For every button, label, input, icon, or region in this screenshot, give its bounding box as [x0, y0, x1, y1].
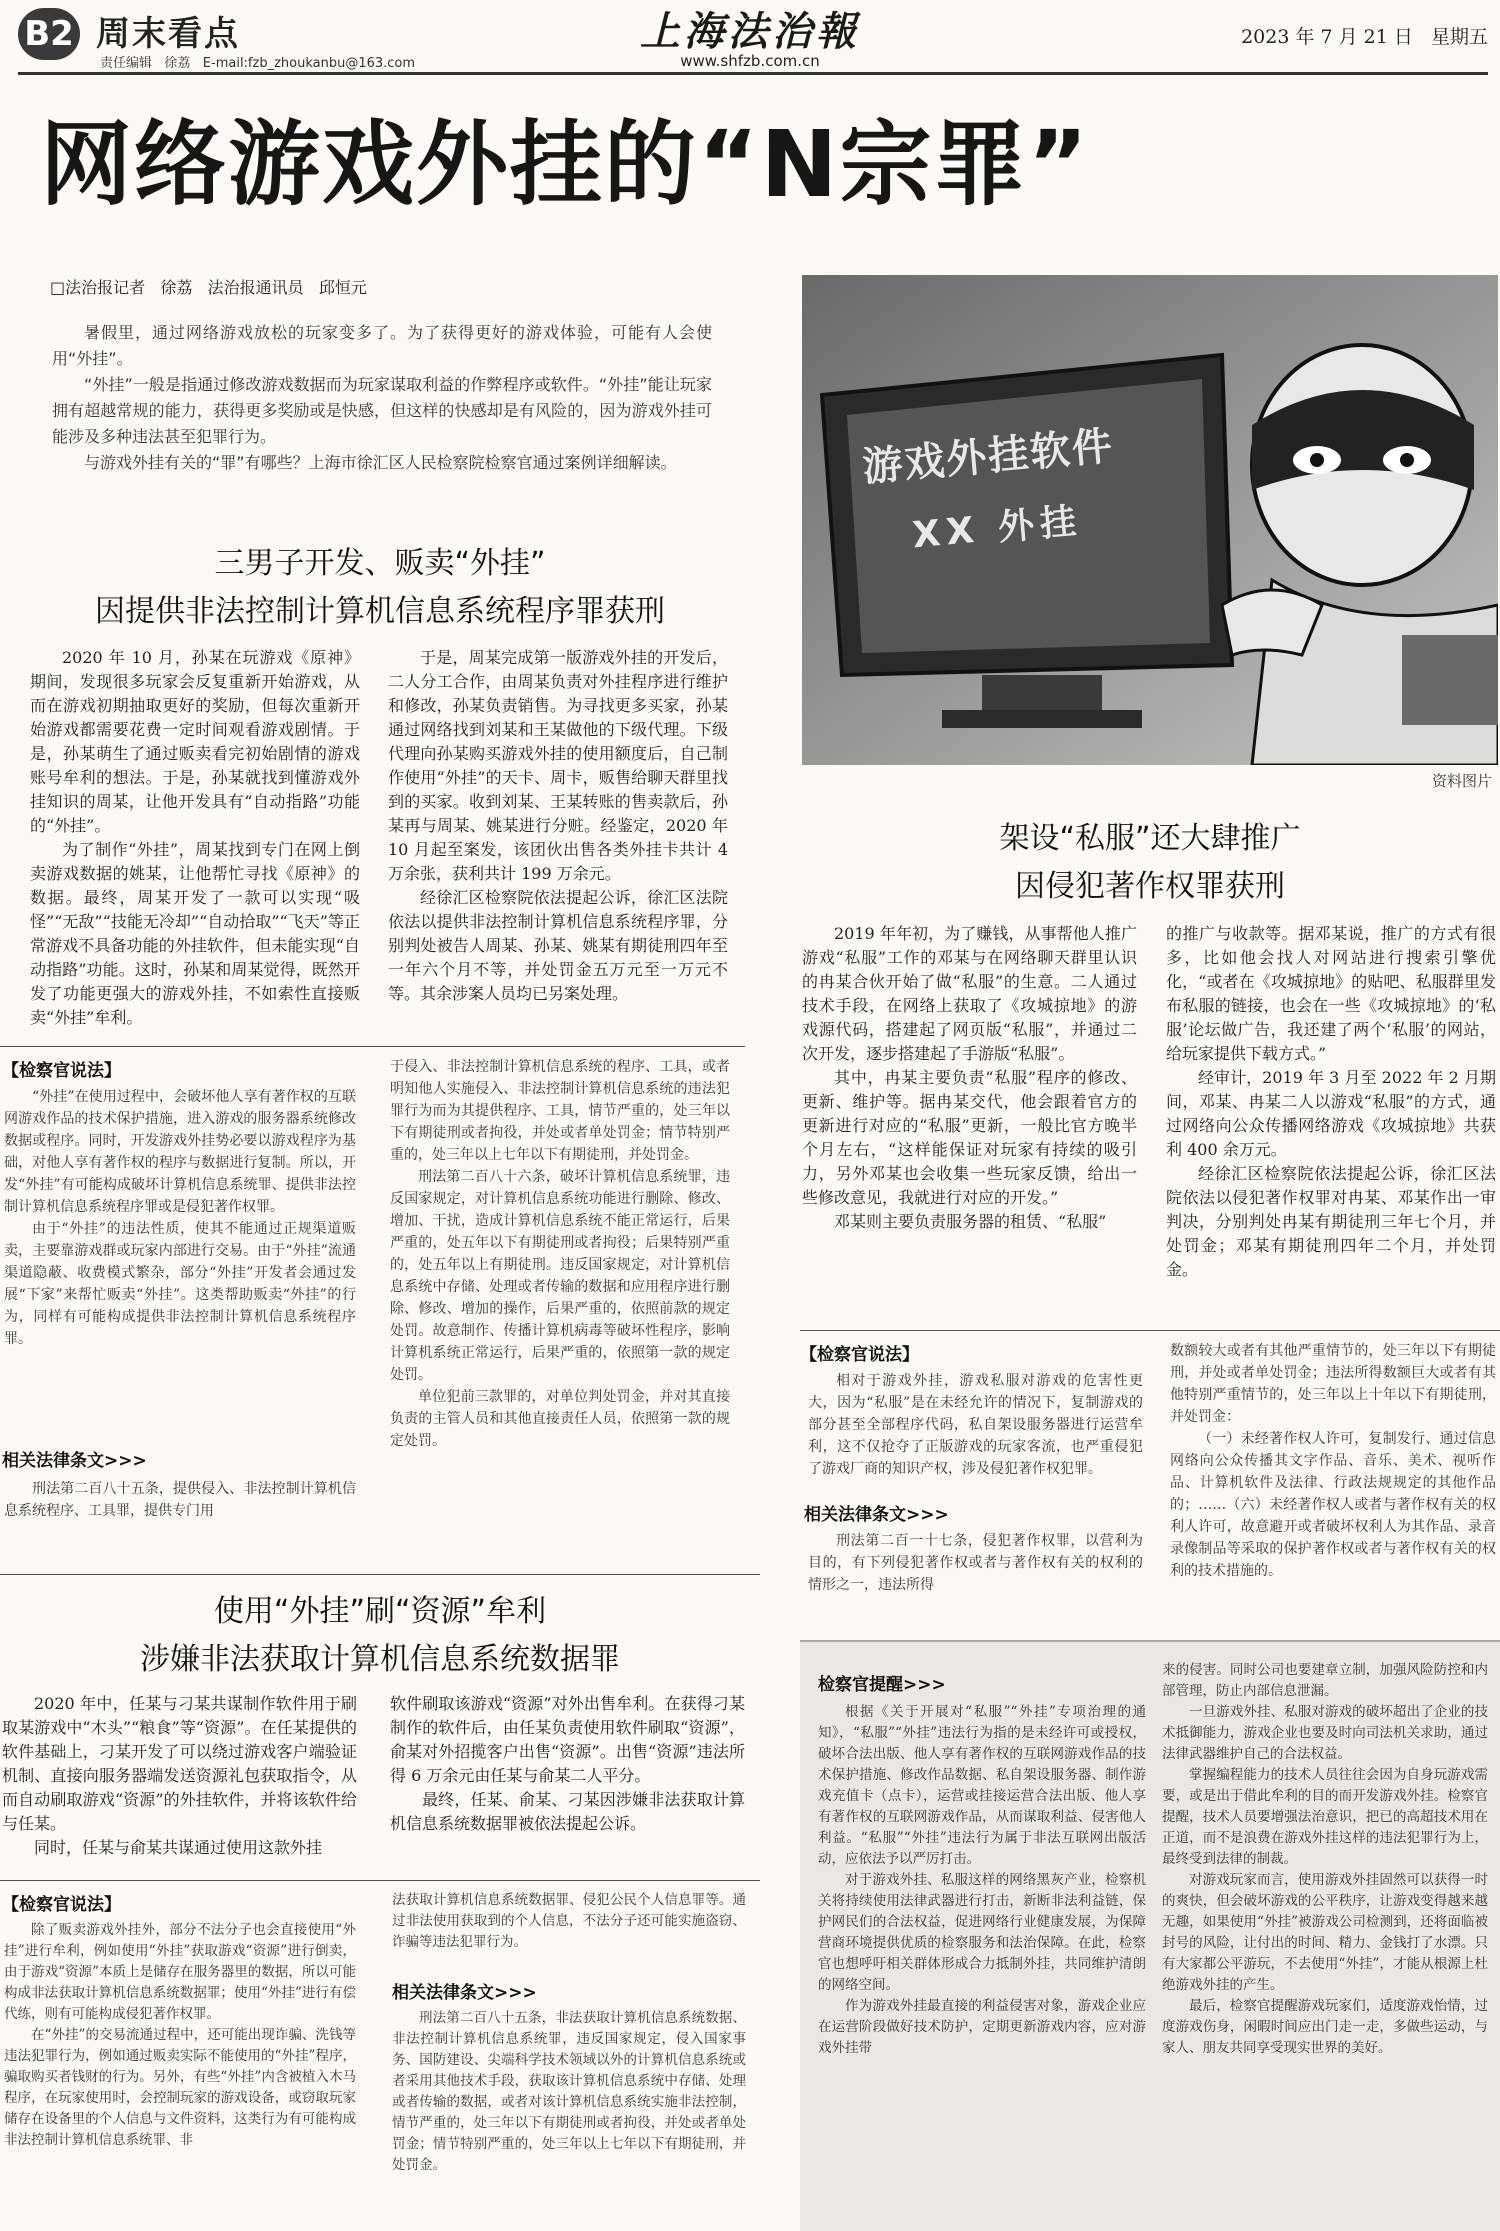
case3-law-paragraph: 刑法第二百八十五条，非法获取计算机信息系统数据、非法控制计算机信息系统罪，违反国家规定，侵入国家事务、国防建设、尖端科学技术领域以外的计算机信息系统或者采用其他技术手段，获取该计算机信息系统中存储、处理或者传输的数据，或者对该计算机信息系统实施非法控制，情节严重的，处三年以下有期徒刑或者拘役，并处或者单处罚金；情节特别严重的，处三年以上七年以下有期徒刑，并处罚金。	[392, 2010, 746, 2173]
reminder-label: 检察官提醒>>>	[818, 1675, 946, 1695]
case2-prosecutor-text	[808, 1370, 1143, 1480]
case1-paragraph: 于是，周某完成第一版游戏外挂的开发后，二人分工合作，由周某负责对外挂程序进行维护和修改，孙某负责销售。为寻找更多买家，孙某通过网络找到刘某和王某做他的下级代理。下级代理向孙某购买游戏外挂的使用额度后，自己制作使用“外挂”的天卡、周卡，贩售给聊天群里找到的买家。收到刘某、王某转账的售卖款后，孙某再与周某、姚某进行分赃。经鉴定，2020 年 10 月起至案发，该团伙出售各类外挂卡共计 4 万余张，获利共计 199 万余元。	[388, 648, 728, 883]
hacker-illustration	[802, 275, 1498, 765]
case2-paragraph: 邓某则主要负责服务器的租赁、“私服”	[834, 1212, 1107, 1231]
case1-law-paragraph: 于侵入、非法控制计算机信息系统的程序、工具，或者明知他人实施侵入、非法控制计算机信息系统的违法犯罪行为而为其提供程序、工具，情节严重的，处三年以下有期徒刑或者拘役，并处或者单处罚金；情节特别严重的，处三年以上七年以下有期徒刑，并处罚金。	[390, 1059, 730, 1163]
case1-title	[30, 540, 730, 636]
case2-law-paragraph: 刑法第二百一十七条，侵犯著作权罪，以营利为目的，有下列侵犯著作权或者与著作权有关的权利的情形之一，违法所得	[808, 1533, 1143, 1593]
case2-title	[800, 815, 1500, 911]
case1-law-text-left	[4, 1478, 356, 1522]
case1-paragraph: 经徐汇区检察院依法提起公诉，徐汇区法院依法以提供非法控制计算机信息系统程序罪，分别判处被告人周某、孙某、姚某有期徒刑四年至一年六个月不等，并处罚金五万元至一万元不等。其余涉案人员均已另案处理。	[388, 888, 728, 1003]
reminder-paragraph: 一旦游戏外挂、私服对游戏的破坏超出了企业的技术抵御能力，游戏企业也要及时向司法机关求助，通过法律武器维护自己的合法权益。	[1162, 1704, 1488, 1762]
case1-paragraph: 2020 年 10 月，孙某在玩游戏《原神》期间，发现很多玩家会反复重新开始游戏，从而在游戏初期抽取更好的奖励，但每次重新开始游戏都需要花费一定时间观看游戏剧情。于是，孙某萌生了通过贩卖看完初始剧情的游戏账号牟利的想法。于是，孙某就找到懂游戏外挂知识的周某，让他开发具有“自动指路”功能的“外挂”。	[30, 648, 360, 835]
illustration	[802, 275, 1498, 765]
case2-paragraph: 2019 年年初，为了赚钱，从事帮他人推广游戏“私服”工作的邓某与在网络聊天群里认识的冉某合伙开始了做“私服”的生意。二人通过技术手段，在网络上获取了《攻城掠地》的游戏源代码，搭建起了网页版“私服”，并通过二次开发，逐步搭建起了手游版“私服”。	[802, 924, 1137, 1063]
reminder-paragraph: 掌握编程能力的技术人员往往会因为自身玩游戏需要，或是出于借此牟利的目的而开发游戏外挂。检察官提醒，技术人员要增强法治意识，把已的高超技术用在正道，而不是浪费在游戏外挂这样的违法犯罪行为上，最终受到法律的制裁。	[1162, 1767, 1488, 1867]
case2-title-line1: 架设“私服”还大肆推广	[999, 821, 1301, 856]
page-header	[0, 0, 1500, 70]
masthead: 上海法治報	[640, 8, 860, 55]
reminder-paragraph: 作为游戏外挂最直接的利益侵害对象，游戏企业应在运营阶段做好技术防护，定期更新游戏内容，应对游戏外挂带	[818, 1998, 1146, 2056]
case1-prosecutor-paragraph: “外挂”在使用过程中，会破坏他人享有著作权的互联网游戏作品的技术保护措施，进入游戏的服务器系统修改数据或程序。同时，开发游戏外挂势必要以游戏程序为基础，对他人享有著作权的程序与数据进行复制。所以，开发“外挂”有可能构成破坏计算机信息系统罪、提供非法控制计算机信息系统程序罪或是侵犯著作权罪。	[4, 1089, 356, 1215]
case3-title-line2: 涉嫌非法获取计算机信息系统数据罪	[140, 1642, 620, 1677]
byline: □法治报记者 徐荔 法治报通讯员 邱恒元	[50, 278, 367, 297]
case2-paragraph: 经审计，2019 年 3 月至 2022 年 2 月期间，邓某、冉某二人以游戏“私服”的方式，通过网络向公众传播网络游戏《攻城掠地》共获利 400 余万元。	[1166, 1068, 1496, 1159]
intro	[52, 320, 712, 476]
case3-column1	[2, 1692, 357, 1860]
reminder-column1	[818, 1702, 1146, 2059]
issue-date: 2023 年 7 月 21 日 星期五	[1241, 26, 1488, 48]
case3-top-rule	[0, 1574, 760, 1575]
case1-prosecutor-paragraph: 由于“外挂”的违法性质，使其不能通过正规渠道贩卖，主要靠游戏群或玩家内部进行交易。由于“外挂”流通渠道隐蔽、收费模式繁杂，部分“外挂”开发者会通过发展“下家”来帮忙贩卖“外挂”。这类帮助贩卖“外挂”的行为，同样有可能构成提供非法控制计算机信息系统程序罪。	[4, 1221, 356, 1347]
case3-law-text	[392, 2008, 746, 2176]
editor-line: 责任编辑 徐荔 E-mail:fzb_zhoukanbu@163.com	[100, 56, 416, 71]
case2-column2	[1166, 922, 1496, 1282]
case3-title-line1: 使用“外挂”刷“资源”牟利	[213, 1594, 547, 1629]
reminder-paragraph: 最后，检察官提醒游戏玩家们，适度游戏怡情，过度游戏伤身，闲暇时间应出门走一走，多做些运动，与家人、朋友共同享受现实世界的美好。	[1162, 1998, 1488, 2056]
case3-paragraph: 同时，任某与俞某共谋通过使用这款外挂	[34, 1838, 323, 1857]
case1-law-label: 相关法律条文>>>	[2, 1451, 147, 1471]
case1-divider	[0, 1046, 745, 1047]
case1-title-line2: 因提供非法控制计算机信息系统程序罪获刑	[95, 594, 665, 629]
case3-prosecutor-text-right	[392, 1890, 746, 1953]
case3-prosecutor-paragraph: 除了贩卖游戏外挂外，部分不法分子也会直接使用“外挂”进行牟利，例如使用“外挂”获取游戏“资源”进行倒卖，由于游戏“资源”本质上是储存在服务器里的数据，所以可能构成非法获取计算机信息系统数据罪；使用“外挂”进行有偿代练，则有可能构成侵犯著作权罪。	[4, 1922, 356, 2022]
case1-law-text-right	[390, 1056, 730, 1452]
screen-text-line2: XX 外挂	[910, 500, 1084, 557]
case2-prosecutor-paragraph: 相对于游戏外挂，游戏私服对游戏的危害性更大，因为“私服”是在未经允许的情况下，复制游戏的部分甚至全部程序代码，私自架设服务器进行运营牟利，这不仅抢夺了正版游戏的玩家客流，也严重侵犯了游戏厂商的知识产权，涉及侵犯著作权犯罪。	[808, 1373, 1143, 1477]
reminder-paragraph: 对于游戏外挂、私服这样的网络黑灰产业，检察机关将持续使用法律武器进行打击，新断非法利益链，保护网民们的合法权益，促进网络行业健康发展，为保障营商环境提供优质的检察服务和法治保障。在此，检察官也想呼吁相关群体形成合力抵制外挂，共同维护清朗的网络空间。	[818, 1872, 1146, 1993]
reminder-paragraph: 来的侵害。同时公司也要建章立制，加强风险防控和内部管理，防止内部信息泄漏。	[1162, 1662, 1488, 1699]
reminder-column2	[1162, 1660, 1488, 2059]
case1-paragraph: 为了制作“外挂”，周某找到专门在网上倒卖游戏数据的姚某，让他帮忙寻找《原神》的数据。最终，周某开发了一款可以实现“吸怪”“无敌”“技能无冷却”“自动拾取”“飞天”等正常游戏不具备功能的外挂软件，但未能实现“自动指路”功能。这时，孙某和周某觉得，既然开发了功能更强大的游戏外挂，不如索性直接贩卖“外挂”牟利。	[30, 840, 360, 1027]
case2-law-paragraph: （一）未经著作权人许可，复制发行、通过信息网络向公众传播其文字作品、音乐、美术、视听作品、计算机软件及法律、行政法规规定的其他作品的；……（六）未经著作权人或者与著作权有关的权利人许可，故意避开或者破坏权利人为其作品、录音录像制品等采取的保护著作权或者与著作权有关的权利的技术措施的。	[1170, 1431, 1496, 1579]
intro-paragraph: 暑假里，通过网络游戏放松的玩家变多了。为了获得更好的游戏体验，可能有人会使用“外挂”。	[52, 323, 712, 368]
case3-paragraph: 最终，任某、俞某、刁某因涉嫌非法获取计算机信息系统数据罪被依法提起公诉。	[390, 1790, 745, 1833]
case2-title-line2: 因侵犯著作权罪获刑	[1015, 869, 1285, 904]
case2-law-paragraph: 数额较大或者有其他严重情节的，处三年以下有期徒刑，并处或者单处罚金；违法所得数额巨大或者有其他特别严重情节的，处三年以上十年以下有期徒刑，并处罚金：	[1170, 1343, 1496, 1425]
website: www.shfzb.com.cn	[680, 52, 820, 70]
reminder-paragraph: 对游戏玩家而言，使用游戏外挂固然可以获得一时的爽快，但会破坏游戏的公平秩序，让游戏变得越来越无趣，如果使用“外挂”被游戏公司检测到，还将面临被封号的风险，让付出的时间、精力、金钱打了水漂。只有大家都公平游玩，不去使用“外挂”，才能从根源上杜绝游戏外挂的产生。	[1162, 1872, 1488, 1993]
section-name: 周末看点	[96, 14, 240, 54]
case2-law-label: 相关法律条文>>>	[804, 1505, 949, 1525]
case3-law-label: 相关法律条文>>>	[392, 1983, 537, 2003]
intro-paragraph: “外挂”一般是指通过修改游戏数据而为玩家谋取利益的作弊程序或软件。“外挂”能让玩家拥有超越常规的能力，获得更多奖励或是快感，但这样的快感却是有风险的，因为游戏外挂可能涉及多种违法甚至犯罪行为。	[52, 375, 712, 446]
case2-paragraph: 的推广与收款等。据邓某说，推广的方式有很多，比如他会找人对网站进行搜索引擎优化，“或者在《攻城掠地》的贴吧、私服群里发布私服的链接，也会在一些《攻城掠地》的‘私服’论坛做广告，我还建了两个‘私服’的网站，给玩家提供下载方式。”	[1166, 924, 1496, 1063]
case2-prosecutor-label: 【检察官说法】	[800, 1345, 919, 1365]
case2-paragraph: 经徐汇区检察院依法提起公诉，徐汇区法院依法以侵犯著作权罪对冉某、邓某作出一审判决，分别判处冉某有期徒刑三年七个月，并处罚金；邓某有期徒刑四年二个月，并处罚金。	[1166, 1164, 1496, 1279]
case3-prosecutor-paragraph: 法获取计算机信息系统数据罪、侵犯公民个人信息罪等。通过非法使用获取到的个人信息，不法分子还可能实施盗窃、诈骗等违法犯罪行为。	[392, 1892, 746, 1950]
case3-prosecutor-text	[4, 1920, 356, 2151]
headline: 网络游戏外挂的“N宗罪”	[40, 111, 1090, 218]
illustration-caption: 资料图片	[1431, 772, 1492, 790]
screen-text-line1: 游戏外挂软件	[860, 423, 1116, 491]
case1-law-paragraph: 单位犯前三款罪的，对单位判处罚金，并对其直接负责的主管人员和其他直接责任人员，依照第一款的规定处罚。	[390, 1389, 730, 1449]
case3-prosecutor-paragraph: 在“外挂”的交易流通过程中，还可能出现诈骗、洗钱等违法犯罪行为，例如通过贩卖实际不能使用的“外挂”程序，骗取购买者钱财的行为。另外，有些“外挂”内含被植入木马程序，在玩家使用时，会控制玩家的游戏设备，或窃取玩家储存在设备里的个人信息与文件资料，这类行为有可能构成非法控制计算机信息系统罪、非	[4, 2027, 356, 2148]
case1-law-paragraph: 刑法第二百八十五条，提供侵入、非法控制计算机信息系统程序、工具罪，提供专门用	[4, 1481, 356, 1519]
case3-paragraph: 软件刷取该游戏“资源”对外出售牟利。在获得刁某制作的软件后，由任某负责使用软件刷取“资源”，俞某对外招揽客户出售“资源”。出售“资源”违法所得 6 万余元由任某与俞某二人平分。	[390, 1694, 745, 1785]
case2-paragraph: 其中，冉某主要负责“私服”程序的修改、更新、维护等。据冉某交代，他会跟着官方的更新进行对应的“私服”更新，一般比官方晚半个月左右，“这样能保证对玩家有持续的吸引力，另外邓某也会收集一些玩家反馈，给出一些修改意见，我就进行对应的开发。”	[802, 1068, 1137, 1207]
case1-column1	[30, 646, 360, 1030]
case2-law-text-right	[1170, 1340, 1496, 1582]
case3-column2	[390, 1692, 745, 1836]
case2-divider	[800, 1330, 1500, 1331]
case1-prosecutor-text	[4, 1086, 356, 1350]
case1-title-line1: 三男子开发、贩卖“外挂”	[214, 546, 546, 581]
case3-prosecutor-label: 【检察官说法】	[2, 1895, 121, 1915]
reminder-paragraph: 根据《关于开展对“私服”“外挂”专项治理的通知》，“私服”“外挂”违法行为指的是未经许可或授权，破坏合法出版、他人享有著作权的互联网游戏作品的技术保护措施、修改作品数据、私自架设服务器、制作游戏充值卡（点卡），运营或挂接运营合法出版、他人享有著作权的互联网游戏作品，从而谋取利益、侵害他人利益。“私服”“外挂”违法行为属于非法互联网出版活动，应依法予以严厉打击。	[818, 1704, 1146, 1867]
page-badge: B2	[18, 8, 80, 60]
case3-paragraph: 2020 年中，任某与刁某共谋制作软件用于刷取某游戏中“木头”“粮食”等“资源”。在任某提供的软件基础上，刁某开发了可以绕过游戏客户端验证机制、直接向服务器端发送资源礼包获取指令，从而自动刷取游戏“资源”的外挂软件，并将该软件给与任某。	[2, 1694, 357, 1833]
header-rule	[18, 72, 1488, 75]
case1-prosecutor-label: 【检察官说法】	[2, 1061, 121, 1081]
case3-title	[20, 1588, 740, 1684]
case1-column2	[388, 646, 728, 1006]
case2-law-text-left	[808, 1530, 1143, 1596]
case2-column1	[802, 922, 1137, 1234]
case3-divider	[0, 1880, 760, 1881]
intro-paragraph: 与游戏外挂有关的“罪”有哪些？上海市徐汇区人民检察院检察官通过案例详细解读。	[84, 453, 677, 472]
case1-law-paragraph: 刑法第二百八十六条，破坏计算机信息系统罪，违反国家规定，对计算机信息系统功能进行删除、修改、增加、干扰，造成计算机信息系统不能正常运行，后果严重的，处五年以下有期徒刑或者拘役；后果特别严重的，处五年以上有期徒刑。违反国家规定，对计算机信息系统中存储、处理或者传输的数据和应用程序进行删除、修改、增加的操作，后果严重的，依照前款的规定处罚。故意制作、传播计算机病毒等破坏性程序，影响计算机系统正常运行，后果严重的，依照第一款的规定处罚。	[390, 1169, 730, 1383]
